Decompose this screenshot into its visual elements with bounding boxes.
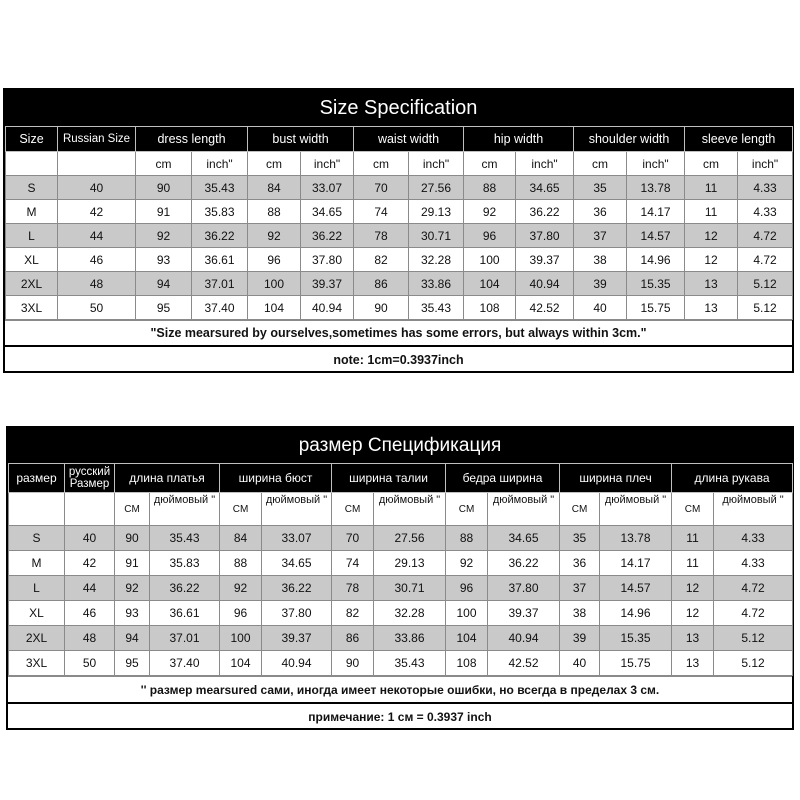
table-cell: 37.80 [301, 248, 354, 272]
table-cell: 36.61 [150, 601, 220, 626]
table-cell: 12 [672, 601, 714, 626]
table-cell: 13.78 [600, 526, 672, 551]
table-cell: 39.37 [262, 626, 332, 651]
unit-empty [65, 493, 115, 526]
table-cell: 14.57 [627, 224, 685, 248]
table-cell: 39.37 [301, 272, 354, 296]
table-cell: 4.33 [714, 526, 793, 551]
table-row [9, 651, 793, 676]
table-cell: 42 [58, 200, 136, 224]
table-cell: 34.65 [262, 551, 332, 576]
unit-cm: CM [115, 493, 150, 526]
size-specification-block-english [3, 88, 794, 373]
header-shoulder-width: shoulder width [574, 127, 685, 152]
table-cell: 82 [354, 248, 409, 272]
table-cell: 32.28 [409, 248, 464, 272]
table-cell: 14.96 [600, 601, 672, 626]
table-row [9, 626, 793, 651]
header-waist-width: ширина талии [332, 464, 446, 493]
table-cell: 92 [464, 200, 516, 224]
table-cell: 30.71 [374, 576, 446, 601]
table-cell: 11 [672, 551, 714, 576]
table-cell: 37.40 [150, 651, 220, 676]
table-cell: 96 [220, 601, 262, 626]
table-cell: 4.33 [738, 200, 793, 224]
unit-cm: cm [464, 152, 516, 176]
table-cell: 14.17 [627, 200, 685, 224]
unit-cm: cm [248, 152, 301, 176]
unit-cm: cm [574, 152, 627, 176]
size-table-english [5, 126, 793, 320]
unit-inch: дюймовый " [600, 493, 672, 526]
table-cell: 38 [560, 601, 600, 626]
header-dress-length: длина платья [115, 464, 220, 493]
table-cell: 5.12 [714, 626, 793, 651]
unit-cm: CM [446, 493, 488, 526]
measure-note: "Size mearsured by ourselves,sometimes has some errors, but always within 3cm." [5, 320, 792, 345]
table-cell: 33.86 [374, 626, 446, 651]
table-cell: 36.22 [262, 576, 332, 601]
table-cell: 84 [248, 176, 301, 200]
table-cell: 15.75 [627, 296, 685, 320]
table-cell: 70 [354, 176, 409, 200]
table-cell: 4.72 [714, 576, 793, 601]
header-row [9, 464, 793, 493]
table-cell: 36.22 [192, 224, 248, 248]
table-row [6, 200, 793, 224]
unit-inch: inch" [409, 152, 464, 176]
unit-inch: дюймовый " [150, 493, 220, 526]
table-cell: 90 [332, 651, 374, 676]
table-cell: 100 [464, 248, 516, 272]
table-cell: 37.80 [488, 576, 560, 601]
header-hip-width: hip width [464, 127, 574, 152]
unit-cm: cm [136, 152, 192, 176]
table-cell: 74 [332, 551, 374, 576]
table-cell: 90 [115, 526, 150, 551]
table-cell: 94 [136, 272, 192, 296]
table-cell: 40.94 [301, 296, 354, 320]
table-cell: 40.94 [488, 626, 560, 651]
table-cell: 92 [136, 224, 192, 248]
table-cell: 91 [136, 200, 192, 224]
table-cell: 40.94 [262, 651, 332, 676]
table-cell: 42 [65, 551, 115, 576]
unit-inch: inch" [192, 152, 248, 176]
table-cell: 100 [248, 272, 301, 296]
table-row [6, 224, 793, 248]
unit-inch: дюймовый " [374, 493, 446, 526]
table-cell: 27.56 [374, 526, 446, 551]
table-cell: 37 [560, 576, 600, 601]
table-cell: 92 [115, 576, 150, 601]
table-cell: 91 [115, 551, 150, 576]
table-cell: 90 [136, 176, 192, 200]
table-cell: 100 [220, 626, 262, 651]
size-label-cell: S [6, 176, 58, 200]
table-cell: 44 [65, 576, 115, 601]
table-cell: 40 [65, 526, 115, 551]
unit-cm: CM [560, 493, 600, 526]
table-cell: 37 [574, 224, 627, 248]
table-cell: 48 [65, 626, 115, 651]
table-cell: 33.86 [409, 272, 464, 296]
table-cell: 14.96 [627, 248, 685, 272]
table-cell: 42.52 [488, 651, 560, 676]
table-cell: 5.12 [738, 296, 793, 320]
table-cell: 35.43 [150, 526, 220, 551]
table-cell: 38 [574, 248, 627, 272]
table-cell: 27.56 [409, 176, 464, 200]
table-cell: 39.37 [488, 601, 560, 626]
header-sleeve-length: sleeve length [685, 127, 793, 152]
size-label-cell: M [9, 551, 65, 576]
table-cell: 14.17 [600, 551, 672, 576]
table-cell: 34.65 [516, 176, 574, 200]
table-row [9, 601, 793, 626]
unit-empty [6, 152, 58, 176]
table-cell: 48 [58, 272, 136, 296]
table-cell: 40.94 [516, 272, 574, 296]
size-label-cell: XL [6, 248, 58, 272]
table-cell: 104 [220, 651, 262, 676]
table-cell: 100 [446, 601, 488, 626]
table-cell: 50 [65, 651, 115, 676]
table-title-english: Size Specification [5, 90, 792, 126]
unit-inch: inch" [738, 152, 793, 176]
table-cell: 96 [248, 248, 301, 272]
header-size: Size [6, 127, 58, 152]
table-cell: 37.80 [262, 601, 332, 626]
unit-cm: CM [220, 493, 262, 526]
table-row [9, 576, 793, 601]
table-cell: 33.07 [262, 526, 332, 551]
table-cell: 37.40 [192, 296, 248, 320]
table-cell: 93 [136, 248, 192, 272]
table-cell: 13 [685, 296, 738, 320]
table-cell: 39 [560, 626, 600, 651]
table-cell: 84 [220, 526, 262, 551]
header-sleeve-length: длина рукава [672, 464, 793, 493]
table-cell: 15.35 [627, 272, 685, 296]
table-cell: 5.12 [714, 651, 793, 676]
table-cell: 104 [446, 626, 488, 651]
unit-cm: CM [332, 493, 374, 526]
header-bust-width: ширина бюст [220, 464, 332, 493]
table-cell: 5.12 [738, 272, 793, 296]
table-cell: 13 [672, 651, 714, 676]
table-cell: 35.83 [150, 551, 220, 576]
header-row [6, 127, 793, 152]
table-cell: 96 [446, 576, 488, 601]
table-cell: 42.52 [516, 296, 574, 320]
header-shoulder-width: ширина плеч [560, 464, 672, 493]
table-cell: 35.43 [374, 651, 446, 676]
table-cell: 88 [446, 526, 488, 551]
table-cell: 95 [136, 296, 192, 320]
table-cell: 96 [464, 224, 516, 248]
table-cell: 13 [672, 626, 714, 651]
size-specification-block-russian [6, 426, 794, 730]
table-cell: 44 [58, 224, 136, 248]
table-cell: 36 [574, 200, 627, 224]
unit-cm: CM [672, 493, 714, 526]
size-label-cell: L [9, 576, 65, 601]
header-dress-length: dress length [136, 127, 248, 152]
table-cell: 35.83 [192, 200, 248, 224]
table-cell: 14.57 [600, 576, 672, 601]
table-cell: 40 [58, 176, 136, 200]
table-row [9, 526, 793, 551]
table-cell: 46 [65, 601, 115, 626]
table-cell: 12 [685, 248, 738, 272]
table-cell: 34.65 [301, 200, 354, 224]
table-cell: 108 [464, 296, 516, 320]
table-cell: 12 [672, 576, 714, 601]
table-cell: 108 [446, 651, 488, 676]
table-cell: 13.78 [627, 176, 685, 200]
table-cell: 40 [560, 651, 600, 676]
table-cell: 29.13 [374, 551, 446, 576]
table-cell: 88 [248, 200, 301, 224]
size-table-russian [8, 463, 793, 676]
table-cell: 12 [685, 224, 738, 248]
size-label-cell: S [9, 526, 65, 551]
table-cell: 40 [574, 296, 627, 320]
table-title-russian: размер Спецификация [8, 428, 792, 463]
table-row [6, 248, 793, 272]
header-size: размер [9, 464, 65, 493]
table-cell: 4.33 [714, 551, 793, 576]
unit-inch: inch" [301, 152, 354, 176]
table-cell: 92 [446, 551, 488, 576]
table-cell: 92 [220, 576, 262, 601]
table-cell: 29.13 [409, 200, 464, 224]
table-cell: 104 [248, 296, 301, 320]
table-cell: 78 [354, 224, 409, 248]
data-rows-russian [9, 526, 793, 676]
unit-inch: дюймовый " [488, 493, 560, 526]
table-cell: 4.33 [738, 176, 793, 200]
table-cell: 70 [332, 526, 374, 551]
measure-note: '' размер mearsured сами, иногда имеет некоторые ошибки, но всегда в пределах 3 см. [8, 676, 792, 702]
table-cell: 39 [574, 272, 627, 296]
table-cell: 35 [560, 526, 600, 551]
table-cell: 36 [560, 551, 600, 576]
unit-cm: cm [685, 152, 738, 176]
table-cell: 36.22 [301, 224, 354, 248]
table-cell: 15.75 [600, 651, 672, 676]
table-cell: 30.71 [409, 224, 464, 248]
size-label-cell: 3XL [9, 651, 65, 676]
size-label-cell: 3XL [6, 296, 58, 320]
table-cell: 90 [354, 296, 409, 320]
table-cell: 33.07 [301, 176, 354, 200]
table-cell: 36.61 [192, 248, 248, 272]
table-cell: 11 [685, 176, 738, 200]
unit-row [9, 493, 793, 526]
table-cell: 35 [574, 176, 627, 200]
table-row [9, 551, 793, 576]
table-cell: 36.22 [516, 200, 574, 224]
table-cell: 36.22 [150, 576, 220, 601]
conversion-note: note: 1cm=0.3937inch [5, 345, 792, 371]
table-cell: 32.28 [374, 601, 446, 626]
size-label-cell: 2XL [9, 626, 65, 651]
unit-inch: inch" [516, 152, 574, 176]
table-row [6, 296, 793, 320]
table-cell: 39.37 [516, 248, 574, 272]
header-bust-width: bust width [248, 127, 354, 152]
table-cell: 74 [354, 200, 409, 224]
table-cell: 4.72 [738, 224, 793, 248]
unit-empty [58, 152, 136, 176]
size-label-cell: XL [9, 601, 65, 626]
conversion-note: примечание: 1 см = 0.3937 inch [8, 702, 792, 728]
table-cell: 88 [220, 551, 262, 576]
table-cell: 50 [58, 296, 136, 320]
table-cell: 11 [672, 526, 714, 551]
table-cell: 35.43 [409, 296, 464, 320]
unit-inch: дюймовый " [714, 493, 793, 526]
table-cell: 78 [332, 576, 374, 601]
table-cell: 95 [115, 651, 150, 676]
size-label-cell: M [6, 200, 58, 224]
header-hip-width: бедра ширина [446, 464, 560, 493]
table-cell: 13 [685, 272, 738, 296]
table-cell: 46 [58, 248, 136, 272]
table-cell: 82 [332, 601, 374, 626]
table-cell: 11 [685, 200, 738, 224]
table-cell: 104 [464, 272, 516, 296]
table-cell: 92 [248, 224, 301, 248]
unit-inch: inch" [627, 152, 685, 176]
unit-cm: cm [354, 152, 409, 176]
header-russian-size: русский Размер [65, 464, 115, 493]
table-cell: 4.72 [738, 248, 793, 272]
table-cell: 86 [332, 626, 374, 651]
table-row [6, 272, 793, 296]
unit-inch: дюймовый " [262, 493, 332, 526]
size-label-cell: 2XL [6, 272, 58, 296]
table-cell: 15.35 [600, 626, 672, 651]
table-cell: 94 [115, 626, 150, 651]
data-rows-english [6, 176, 793, 320]
table-cell: 35.43 [192, 176, 248, 200]
unit-empty [9, 493, 65, 526]
table-cell: 37.01 [150, 626, 220, 651]
table-cell: 86 [354, 272, 409, 296]
header-russian-size: Russian Size [58, 127, 136, 152]
unit-row [6, 152, 793, 176]
header-waist-width: waist width [354, 127, 464, 152]
table-cell: 34.65 [488, 526, 560, 551]
table-cell: 88 [464, 176, 516, 200]
table-row [6, 176, 793, 200]
table-cell: 4.72 [714, 601, 793, 626]
table-cell: 37.80 [516, 224, 574, 248]
table-cell: 93 [115, 601, 150, 626]
table-cell: 36.22 [488, 551, 560, 576]
table-cell: 37.01 [192, 272, 248, 296]
size-label-cell: L [6, 224, 58, 248]
